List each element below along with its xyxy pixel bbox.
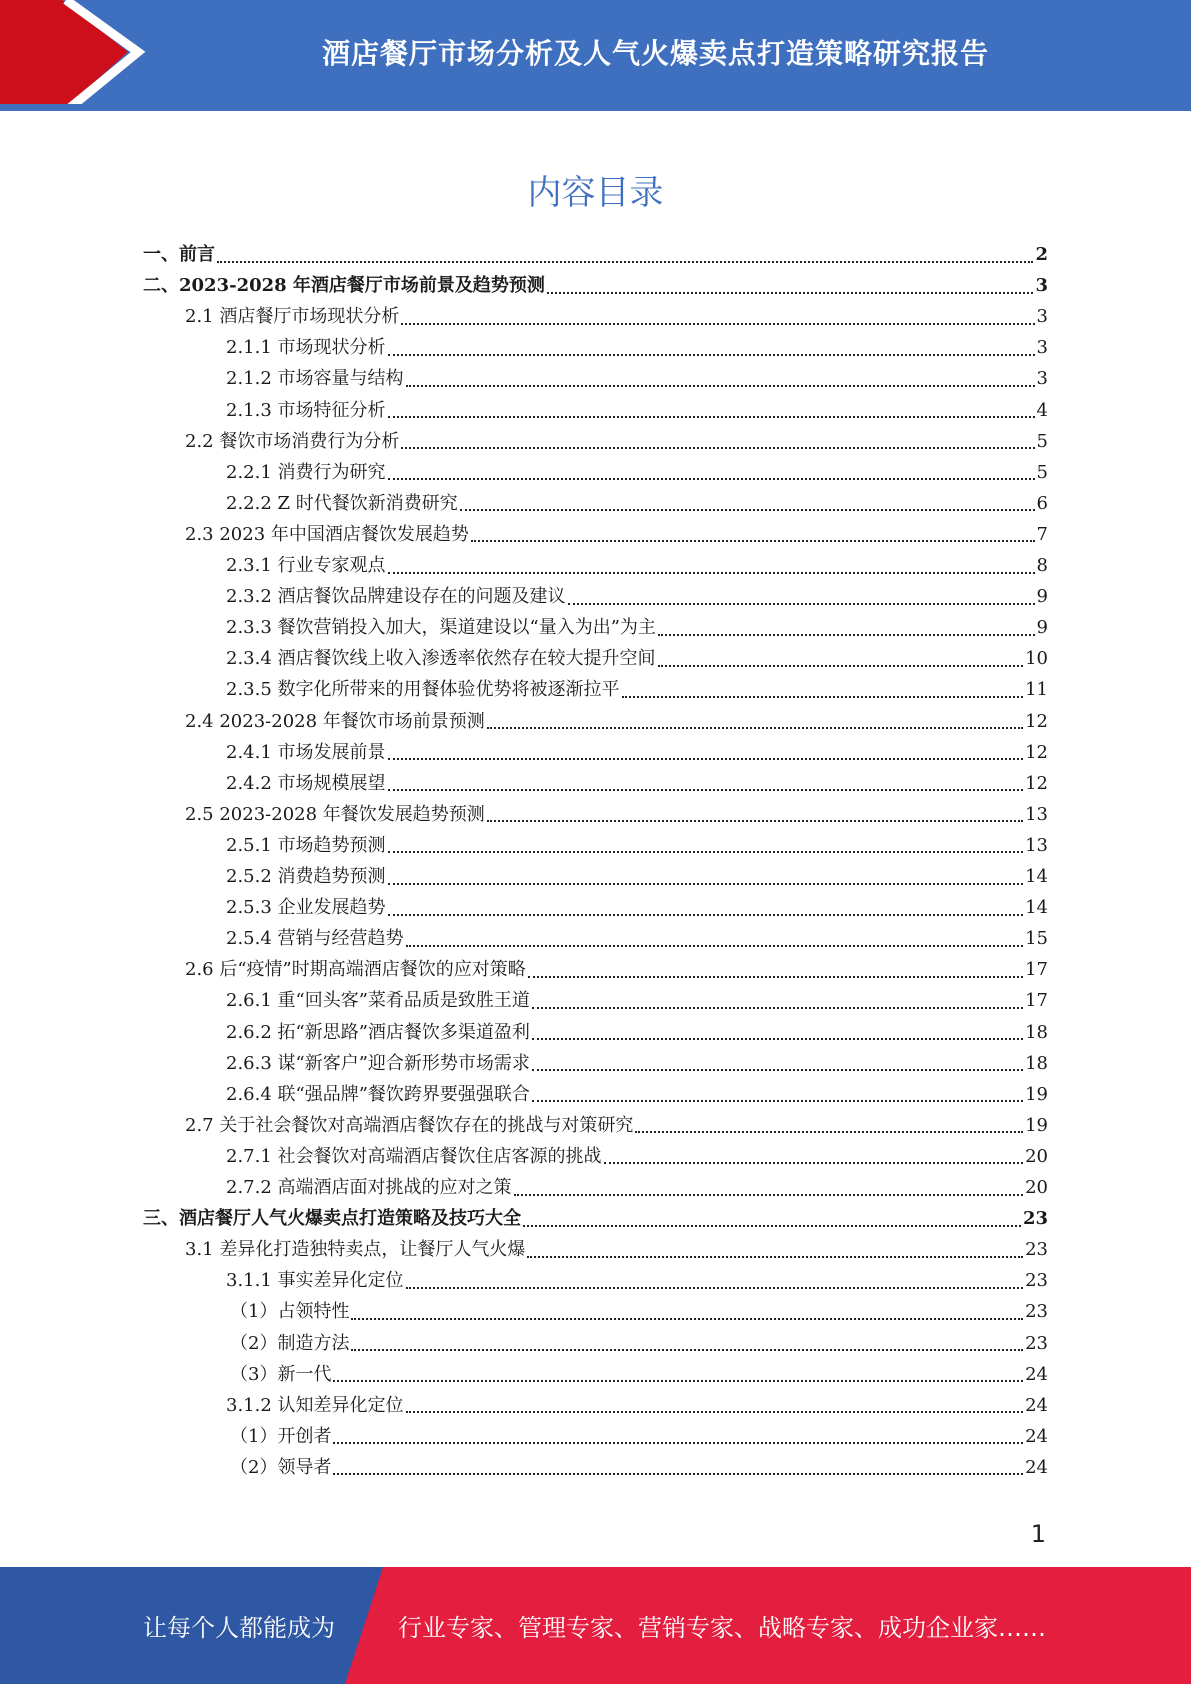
toc-entry-label: 2.3.4 酒店餐饮线上收入渗透率依然存在较大提升空间 <box>226 648 656 670</box>
toc-dot-leader <box>406 1286 1024 1289</box>
toc-entry[interactable] <box>226 1142 1048 1172</box>
toc-entry[interactable] <box>226 489 1048 519</box>
toc-entry-page: 12 <box>1025 741 1048 763</box>
toc-dot-leader <box>604 1161 1024 1164</box>
toc-dot-leader <box>351 1348 1023 1351</box>
toc-dot-leader <box>351 1317 1023 1320</box>
toc-entry-label: 2.2.1 消费行为研究 <box>226 461 386 483</box>
toc-entry-page: 13 <box>1025 803 1048 825</box>
toc-dot-leader <box>406 944 1024 947</box>
toc-entry-page: 9 <box>1036 617 1048 639</box>
page-number: 1 <box>1030 1520 1046 1548</box>
toc-dot-leader <box>471 539 1035 542</box>
footer-slogan-left: 让每个人都能成为 <box>143 1614 335 1642</box>
toc-entry-page: 23 <box>1025 1301 1048 1323</box>
toc-dot-leader <box>487 819 1023 822</box>
toc-entry[interactable] <box>230 1453 1048 1483</box>
toc-dot-leader <box>388 477 1035 480</box>
toc-entry[interactable] <box>226 1391 1048 1421</box>
toc-entry-label: 2.5.3 企业发展趋势 <box>226 897 386 919</box>
toc-entry-page: 12 <box>1025 710 1048 732</box>
toc-entry-page: 19 <box>1025 1083 1048 1105</box>
toc-entry-page: 8 <box>1036 555 1048 576</box>
toc-entry-page: 15 <box>1025 928 1048 950</box>
toc-entry[interactable] <box>185 302 1048 332</box>
header-banner <box>0 0 1191 111</box>
toc-entry-label: 2.5.2 消费趋势预测 <box>226 866 386 887</box>
toc-entry-page: 20 <box>1025 1177 1048 1198</box>
toc-entry-page: 9 <box>1036 586 1048 608</box>
toc-entry-page: 24 <box>1025 1425 1048 1447</box>
toc-heading: 内容目录 <box>527 173 664 213</box>
toc-dot-leader <box>528 975 1023 978</box>
toc-entry[interactable] <box>226 551 1048 581</box>
toc-entry[interactable] <box>185 427 1048 457</box>
toc-entry-page: 13 <box>1025 834 1048 856</box>
toc-entry-label: 2.2.2 Z 时代餐饮新消费研究 <box>226 492 458 514</box>
toc-entry-page: 7 <box>1036 523 1048 545</box>
toc-entry-page: 18 <box>1025 1021 1048 1043</box>
toc-entry[interactable] <box>226 1266 1048 1296</box>
toc-entry-label: 2.6 后“疫情”时期高端酒店餐饮的应对策略 <box>185 959 526 981</box>
toc-entry-page: 24 <box>1025 1363 1048 1385</box>
toc-entry[interactable] <box>226 893 1048 923</box>
toc-entry[interactable] <box>226 769 1048 799</box>
toc-dot-leader <box>532 1037 1023 1040</box>
toc-entry[interactable] <box>226 582 1048 612</box>
toc-entry-page: 10 <box>1025 648 1048 670</box>
toc-entry-label: 2.3 2023 年中国酒店餐饮发展趋势 <box>185 523 469 545</box>
toc-entry-label: 2.6.2 拓“新思路”酒店餐饮多渠道盈利 <box>226 1021 530 1043</box>
toc-entry-page: 23 <box>1025 1270 1048 1292</box>
toc-entry-page: 18 <box>1025 1052 1048 1074</box>
toc-entry-label: 2.4.1 市场发展前景 <box>226 741 386 763</box>
toc-entry[interactable] <box>226 1080 1048 1110</box>
toc-entry-page: 19 <box>1025 1114 1048 1136</box>
toc-entry-label: 2.2 餐饮市场消费行为分析 <box>185 430 400 452</box>
toc-entry[interactable] <box>185 1111 1048 1141</box>
toc-entry[interactable] <box>226 831 1048 861</box>
toc-dot-leader <box>406 384 1035 387</box>
toc-entry[interactable] <box>226 364 1048 394</box>
toc-dot-leader <box>388 353 1035 356</box>
toc-entry-label: 2.5.1 市场趋势预测 <box>226 834 386 856</box>
toc-entry[interactable] <box>143 240 1048 270</box>
toc-entry-page: 11 <box>1025 679 1048 701</box>
toc-entry-page: 6 <box>1036 492 1048 514</box>
toc-dot-leader <box>401 322 1034 325</box>
toc-entry-label: 2.6.1 重“回头客”菜肴品质是致胜王道 <box>226 990 530 1012</box>
toc-entry[interactable] <box>226 458 1048 488</box>
toc-dot-leader <box>532 1068 1023 1071</box>
toc-dot-leader <box>523 1224 1021 1227</box>
toc-entry-page: 14 <box>1025 866 1048 887</box>
toc-dot-leader <box>568 602 1035 605</box>
footer-banner <box>0 1567 1191 1684</box>
toc-entry-label: 2.3.1 行业专家观点 <box>226 555 386 576</box>
toc-entry-label: 2.1.2 市场容量与结构 <box>226 368 404 390</box>
toc-entry[interactable] <box>226 1018 1048 1048</box>
toc-entry-page: 3 <box>1036 337 1048 359</box>
toc-entry-page: 3 <box>1036 368 1048 390</box>
toc-entry-label: 2.5.4 营销与经营趋势 <box>226 928 404 950</box>
toc-dot-leader <box>388 415 1035 418</box>
toc-dot-leader <box>658 664 1024 667</box>
toc-entry-label: 2.1.1 市场现状分析 <box>226 337 386 359</box>
toc-entry-page: 23 <box>1022 1208 1048 1230</box>
toc-entry-label: 一、前言 <box>143 244 215 265</box>
toc-dot-leader <box>333 1472 1023 1475</box>
toc-entry-page: 23 <box>1025 1332 1048 1354</box>
footer-slogan-right: 行业专家、管理专家、营销专家、战略专家、成功企业家…… <box>398 1614 1046 1642</box>
toc-dot-leader <box>333 1441 1023 1444</box>
toc-entry[interactable] <box>226 862 1048 892</box>
toc-entry-page: 5 <box>1036 430 1048 452</box>
toc-entry-page: 20 <box>1025 1145 1048 1167</box>
toc-dot-leader <box>217 260 1033 263</box>
toc-entry-page: 3 <box>1035 275 1048 297</box>
toc-entry[interactable] <box>226 613 1048 643</box>
toc-dot-leader <box>532 1006 1023 1009</box>
toc-entry-page: 4 <box>1036 399 1048 421</box>
toc-entry-page: 2 <box>1035 244 1048 265</box>
toc-entry-label: 二、2023-2028 年酒店餐厅市场前景及趋势预测 <box>143 275 545 297</box>
toc-entry-label: 3.1.2 认知差异化定位 <box>226 1394 404 1416</box>
toc-entry-label: 2.6.3 谋“新客户”迎合新形势市场需求 <box>226 1052 530 1074</box>
toc-dot-leader <box>388 913 1024 916</box>
toc-entry-page: 3 <box>1036 306 1048 328</box>
toc-entry[interactable] <box>226 986 1048 1016</box>
toc-entry-page: 12 <box>1025 772 1048 794</box>
toc-entry-label: 3.1 差异化打造独特卖点，让餐厅人气火爆 <box>185 1239 526 1261</box>
toc-dot-leader <box>388 788 1024 791</box>
toc-dot-leader <box>547 291 1034 294</box>
toc-entry-label: 2.5 2023-2028 年餐饮发展趋势预测 <box>185 803 485 825</box>
toc-entry-label: 2.4 2023-2028 年餐饮市场前景预测 <box>185 710 485 732</box>
toc-entry[interactable] <box>226 1173 1048 1203</box>
toc-dot-leader <box>532 1099 1023 1102</box>
toc-entry-label: 3.1.1 事实差异化定位 <box>226 1270 404 1292</box>
toc-entry-label: （3）新一代 <box>230 1363 332 1385</box>
toc-dot-leader <box>401 446 1034 449</box>
toc-entry-label: 三、酒店餐厅人气火爆卖点打造策略及技巧大全 <box>143 1208 521 1230</box>
toc-entry[interactable] <box>185 955 1048 985</box>
toc-entry-page: 17 <box>1025 990 1048 1012</box>
toc-entry-page: 23 <box>1025 1239 1048 1261</box>
toc-entry[interactable] <box>226 924 1048 954</box>
toc-dot-leader <box>635 1130 1023 1133</box>
toc-entry[interactable] <box>230 1329 1048 1359</box>
toc-dot-leader <box>527 1255 1023 1258</box>
toc-dot-leader <box>388 882 1024 885</box>
toc-entry-page: 14 <box>1025 897 1048 919</box>
toc-entry-label: （1）占领特性 <box>230 1301 350 1323</box>
toc-entry-label: 2.7.1 社会餐饮对高端酒店餐饮住店客源的挑战 <box>226 1145 602 1167</box>
toc-entry[interactable] <box>226 738 1048 768</box>
toc-entry[interactable] <box>185 800 1048 830</box>
toc-entry[interactable] <box>143 271 1048 301</box>
toc-entry-label: 2.3.3 餐饮营销投入加大，渠道建设以“量入为出”为主 <box>226 617 656 639</box>
toc-dot-leader <box>388 757 1024 760</box>
toc-entry[interactable] <box>143 1204 1048 1234</box>
toc-dot-leader <box>406 1410 1024 1413</box>
toc-entry[interactable] <box>230 1422 1048 1452</box>
toc-entry-label: （2）制造方法 <box>230 1332 350 1354</box>
toc-entry-page: 5 <box>1036 461 1048 483</box>
toc-entry-label: 2.6.4 联“强品牌”餐饮跨界要强强联合 <box>226 1083 530 1105</box>
toc-entry-label: 2.7 关于社会餐饮对高端酒店餐饮存在的挑战与对策研究 <box>185 1114 634 1136</box>
toc-dot-leader <box>658 633 1035 636</box>
toc-entry[interactable] <box>226 333 1048 363</box>
toc-entry-label: 2.3.2 酒店餐饮品牌建设存在的问题及建议 <box>226 586 566 608</box>
toc-entry-label: 2.1.3 市场特征分析 <box>226 399 386 421</box>
toc-dot-leader <box>460 508 1035 511</box>
report-title: 酒店餐厅市场分析及人气火爆卖点打造策略研究报告 <box>321 37 989 70</box>
toc-dot-leader <box>333 1379 1023 1382</box>
toc-entry-page: 17 <box>1025 959 1048 981</box>
toc-entry[interactable] <box>185 707 1048 737</box>
toc-dot-leader <box>388 571 1035 574</box>
toc-entry[interactable] <box>230 1360 1048 1390</box>
toc-dot-leader <box>622 695 1024 698</box>
toc-dot-leader <box>514 1193 1024 1196</box>
toc-entry-label: 2.1 酒店餐厅市场现状分析 <box>185 306 400 328</box>
toc-entry[interactable] <box>185 1235 1048 1265</box>
toc-entry-label: （1）开创者 <box>230 1425 332 1447</box>
toc-entry-label: 2.4.2 市场规模展望 <box>226 772 386 794</box>
toc-entry-page: 24 <box>1025 1394 1048 1416</box>
toc-entry[interactable] <box>185 520 1048 550</box>
toc-entry[interactable] <box>226 644 1048 674</box>
toc-entry[interactable] <box>226 675 1048 705</box>
toc-entry-label: （2）领导者 <box>230 1456 332 1478</box>
toc-entry-page: 24 <box>1025 1456 1048 1478</box>
toc-dot-leader <box>388 850 1024 853</box>
toc-entry-label: 2.7.2 高端酒店面对挑战的应对之策 <box>226 1177 512 1198</box>
toc-entry-label: 2.3.5 数字化所带来的用餐体验优势将被逐渐拉平 <box>226 679 620 701</box>
toc-entry[interactable] <box>226 1049 1048 1079</box>
toc-entry[interactable] <box>226 396 1048 426</box>
toc-dot-leader <box>487 726 1023 729</box>
toc-entry[interactable] <box>230 1297 1048 1327</box>
